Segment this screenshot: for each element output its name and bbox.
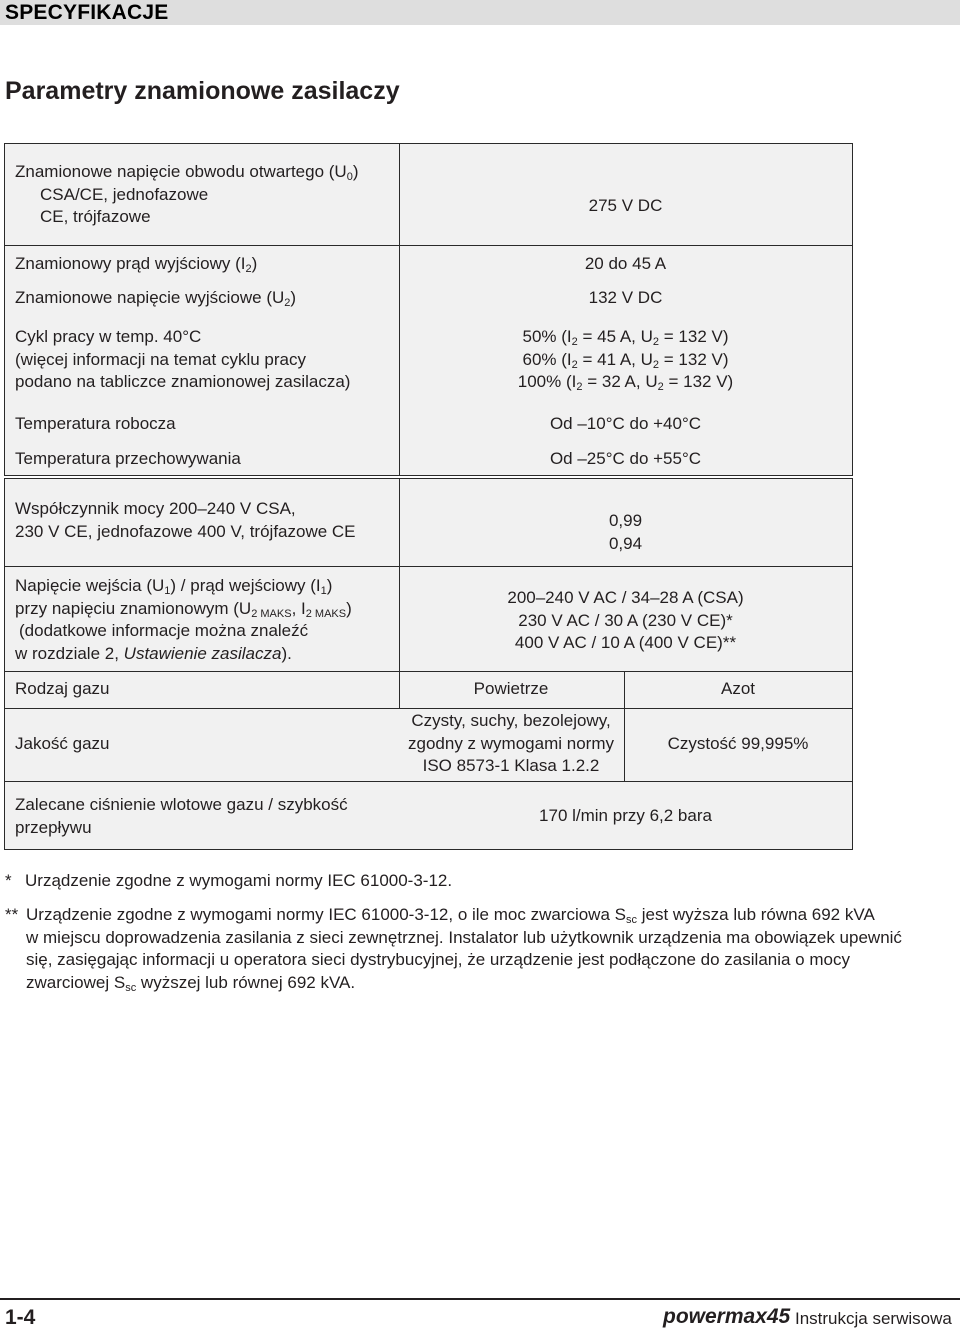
input-label-line-2: przy napięciu znamionowym ($U_{2 MAKS}$, $I_{2 MAKS}$) bbox=[15, 598, 352, 620]
duty-cycle-value-100: 100% ($I_2 = 32$ A, $U_2 = 132$ V) bbox=[517, 372, 734, 393]
gas-pressure-value: 170 l/min przy 6,2 bara bbox=[539, 806, 712, 825]
row-divider bbox=[5, 566, 852, 567]
storage-temp-label: Temperatura przechowywania bbox=[15, 449, 241, 468]
output-voltage-label: Znamionowe napięcie wyjściowe $(U_2)$ bbox=[15, 288, 297, 309]
duty-cycle-values bbox=[399, 326, 852, 394]
ocv-label-line-3: CE, trójfazowe bbox=[40, 207, 151, 226]
duty-cycle-label-line-2: (więcej informacji na temat cyklu pracy bbox=[15, 349, 306, 369]
gas-type-label: Rodzaj gazu bbox=[15, 679, 110, 698]
power-factor-value-1: 0,99 bbox=[608, 511, 643, 530]
footer-rule bbox=[0, 1298, 960, 1300]
duty-cycle-value-50: 50% ($I_2 = 45$ A, $U_2 = 132$ V) bbox=[522, 327, 729, 348]
ocv-label bbox=[15, 161, 359, 229]
gas-quality-nitrogen: Czystość 99,995% bbox=[667, 734, 809, 753]
gas-quality-air bbox=[399, 710, 623, 778]
gas-type-nitrogen: Azot bbox=[720, 679, 756, 698]
gas-quality-label: Jakość gazu bbox=[15, 734, 110, 753]
footnote-2-mark: ** bbox=[5, 905, 19, 924]
input-value-230: 230 V AC / 30 A (230 V CE)* bbox=[518, 610, 733, 630]
power-factor-value-2: 0,94 bbox=[608, 533, 643, 553]
duty-cycle-label-line-1: Cykl pracy w temp. 40°C bbox=[15, 327, 202, 346]
footnote-2 bbox=[5, 904, 955, 994]
section-header-bar bbox=[0, 0, 960, 25]
output-current-value: 20 do 45 A bbox=[584, 254, 667, 273]
input-label bbox=[15, 575, 352, 665]
power-factor-values bbox=[399, 510, 852, 555]
gas-quality-air-line-3: ISO 8573-1 Klasa 1.2.2 bbox=[422, 756, 600, 775]
output-current-label: Znamionowy prąd wyjściowy $(I_2)$ bbox=[15, 254, 258, 275]
input-label-line-4: w rozdziale 2, Ustawienie zasilacza). bbox=[15, 643, 292, 663]
gas-pressure-label-line-2: przepływu bbox=[15, 817, 92, 837]
ocv-value: 275 V DC bbox=[588, 196, 663, 215]
power-factor-label-line-1: Współczynnik mocy 200–240 V CSA, bbox=[15, 499, 296, 518]
footnote-1-mark: * bbox=[5, 871, 12, 890]
section-header-title: SPECYFIKACJE bbox=[5, 1, 169, 24]
input-value-csa: 200–240 V AC / 34–28 A (CSA) bbox=[507, 588, 744, 607]
gas-type-air: Powietrze bbox=[473, 679, 549, 698]
duty-cycle-label bbox=[15, 326, 350, 394]
input-values bbox=[399, 587, 852, 655]
footnote-2-line-1: ** Urządzenie zgodne z wymogami normy IEC 61000-3-12, o ile moc zwarciowa $S_{sc}$ jest wyższa lub równa 692 kVA bbox=[5, 905, 875, 926]
output-voltage-value: 132 V DC bbox=[588, 288, 663, 307]
duty-cycle-label-line-3: podano na tabliczce znamionowej zasilacza) bbox=[15, 372, 351, 391]
ocv-label-line-1: Znamionowe napięcie obwodu otwartego $(U_0)$ bbox=[15, 162, 359, 183]
duty-cycle-value-60: 60% ($I_2 = 41$ A, $U_2 = 132$ V) bbox=[522, 349, 729, 371]
gas-quality-air-line-2: zgodny z wymogami normy bbox=[408, 733, 614, 753]
power-factor-label bbox=[15, 498, 356, 543]
footnote-2-line-4: zwarciowej $S_{sc}$ wyższej lub równej 692 kVA. bbox=[26, 972, 356, 994]
page-title: Parametry znamionowe zasilaczy bbox=[5, 77, 400, 105]
input-label-line-3: (dodatkowe informacje można znaleźć bbox=[19, 621, 309, 640]
footnote-2-line-3: się, zasięgając informacji u operatora sieci dystrybucyjnej, że urządzenie jest podłączone do zasilania o mocy bbox=[26, 950, 850, 969]
brand-logo: powermax45 bbox=[663, 1305, 791, 1328]
input-value-400: 400 V AC / 10 A (400 V CE)** bbox=[514, 633, 737, 652]
row-divider bbox=[5, 708, 852, 709]
row-divider bbox=[5, 245, 852, 246]
gas-pressure-label-line-1: Zalecane ciśnienie wlotowe gazu / szybkość bbox=[15, 795, 348, 814]
operating-temp-label: Temperatura robocza bbox=[15, 414, 176, 433]
power-factor-label-line-2: 230 V CE, jednofazowe 400 V, trójfazowe CE bbox=[15, 521, 356, 541]
input-label-line-1: Napięcie wejścia $(U_1)$ / prąd wejściowy $(I_1)$ bbox=[15, 576, 333, 597]
document-name: Instrukcja serwisowa bbox=[795, 1309, 952, 1328]
row-divider bbox=[5, 781, 852, 782]
footnote-1-text: Urządzenie zgodne z wymogami normy IEC 61000-3-12. bbox=[25, 871, 453, 890]
footnote-1 bbox=[5, 870, 945, 893]
ocv-label-line-2: CSA/CE, jednofazowe bbox=[40, 184, 209, 204]
gas-pressure-label bbox=[15, 794, 348, 839]
storage-temp-value: Od –25°C do +55°C bbox=[549, 449, 702, 468]
page-number: 1-4 bbox=[5, 1306, 36, 1329]
gas-quality-air-line-1: Czysty, suchy, bezolejowy, bbox=[411, 711, 611, 730]
operating-temp-value: Od –10°C do +40°C bbox=[549, 414, 702, 433]
footnote-2-line-2: w miejscu doprowadzenia zasilania z sieci zewnętrznej. Instalator lub użytkownik urządzenia ma obowiązek upewnić bbox=[26, 927, 902, 947]
